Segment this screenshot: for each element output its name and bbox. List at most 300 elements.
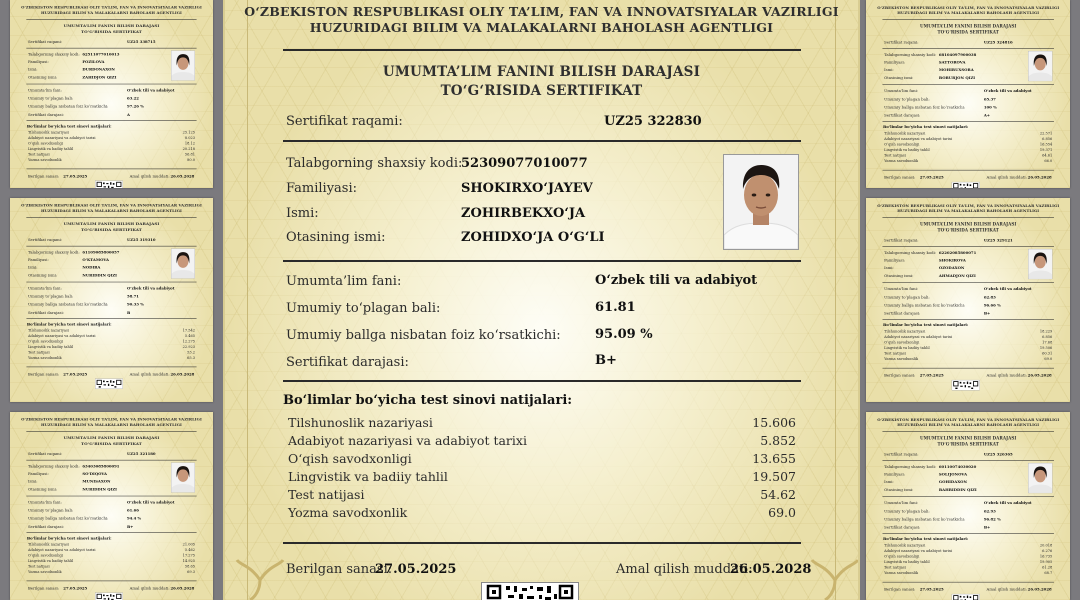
issued-date: 27.05.2025 [919,373,944,378]
score: 63.22 [126,96,139,101]
subject: O‘zbek tili va adabiyot [595,273,758,288]
patronymic-label: Otasining ismi: [27,75,58,80]
agency-line-2: HUZURIDAGI BILIM VA MALAKALARNI BAHOLASH AGENTLIGI [41,10,182,16]
score: 65.37 [983,96,996,102]
certificate-title-line-2: TO‘G‘RISIDA SERTIFIKAT [937,227,999,233]
score-label: Umumiy to‘plagan bali: [27,508,74,513]
section-value: 69.0 [768,505,796,520]
name-label: Ismi: [27,265,38,270]
person-portrait-icon [171,463,194,492]
surname: O‘KTAMOVA [82,257,109,263]
section-value: 5.852 [760,433,796,448]
name-label: Ismi: [286,206,319,221]
applicant-photo [1028,463,1052,493]
applicant-photo [1028,249,1052,279]
certificate-title-line-1: UMUMTA’LIM FANINI BILISH DARAJASI [920,221,1017,227]
certificate-title-line-1: UMUMTA’LIM FANINI BILISH DARAJASI [920,23,1017,29]
agency-line-1: O‘ZBEKISTON RESPUBLIKASI OLIY TA’LIM, FAN VA INNOVATSIYALAR VAZIRLIGI [877,417,1060,422]
cert-number: UZ25 326365 [983,452,1013,457]
section-label: Lingvistik va badiiy tahlil [884,147,930,153]
qr-code-icon [952,182,980,188]
patronymic-label: Otasining ismi: [884,273,914,279]
score: 58.71 [126,294,139,299]
propeller-ornament-icon [235,555,285,600]
agency-line-1: O‘ZBEKISTON RESPUBLIKASI OLIY TA’LIM, FAN VA INNOVATSIYALAR VAZIRLIGI [21,417,202,422]
percent: 94.4 % [126,516,142,521]
applicant-photo [171,463,195,493]
percent-label: Umumiy ballga nisbatan foiz ko‘rsatkichi: [884,105,966,110]
level: B+ [983,311,991,316]
percent: 90.33 % [126,302,144,307]
subject: O‘zbek tili va adabiyot [126,88,175,93]
section-value: 60.31 [1042,351,1053,356]
surname-label: Familiyasi: [884,60,906,65]
issued-date: 27.05.2025 [63,586,88,591]
certificate-title-line-2: TO‘G‘RISIDA SERTIFIKAT [81,29,142,35]
section-value: 54.62 [760,487,796,502]
section-value: 20.218 [182,146,195,151]
patronymic: BOBURJON QIZI [938,75,976,81]
section-label: Lingvistik va badiiy tahlil [27,558,74,563]
patronymic: BAHRIDDIN QIZI [938,487,977,493]
subject-label: Umumta’lim fani: [27,500,62,505]
certificate-thumbnail[interactable] [866,0,1070,188]
section-value: 58.65 [184,564,195,569]
valid-label: Amal qilish muddati: [129,174,170,179]
main-certificate [223,0,860,600]
section-value: 18.229 [1039,329,1053,334]
percent-label: Umumiy ballga nisbatan foiz ko‘rsatkichi: [27,302,109,307]
certificate-thumbnail[interactable] [10,198,213,402]
section-label: Yozma savodxonlik [27,569,62,574]
person-portrait-icon [171,51,194,80]
section-value: 20.018 [1039,543,1053,548]
section-label: Yozma savodxonlik [884,158,919,164]
percent: 100 % [983,105,997,110]
cert-number-label: Sertifikat raqami: [27,237,63,243]
applicant-photo [1028,51,1052,81]
name-label: Ismi: [884,67,894,73]
name-label: Ismi: [884,479,894,485]
section-value: 8.023 [184,136,195,141]
cert-number-label: Sertifikat raqami: [286,114,403,129]
section-value: 19.507 [752,469,796,484]
issued-date: 27.05.2025 [919,587,944,592]
percent-label: Umumiy ballga nisbatan foiz ko‘rsatkichi: [286,328,561,343]
section-label: O‘qish savodxonligi [884,554,920,559]
qr-code-icon [95,593,123,600]
valid-label: Amal qilish muddati: [129,586,170,591]
patronymic-label: Otasining ismi: [286,230,386,245]
agency-line-2: HUZURIDAGI BILIM VA MALAKALARNI BAHOLASH AGENTLIGI [309,20,774,35]
person-portrait-icon [1028,51,1052,81]
valid-label: Amal qilish muddati: [986,373,1027,378]
issued-date: 27.05.2025 [63,372,88,377]
person-portrait-icon [724,155,798,249]
issued-date: 27.05.2025 [375,562,457,577]
issued-label: Berilgan sanasi: [27,372,60,377]
cert-number-label: Sertifikat raqami: [884,238,919,243]
section-label: O‘qish savodxonligi [884,340,920,345]
surname: SO‘DIQOVA [82,471,108,477]
id-value: 62202085800071 [938,250,977,255]
header-rule [26,19,196,20]
certificate-title-line-2: TO‘G‘RISIDA SERTIFIKAT [440,83,643,99]
name-label: Ismi: [27,479,38,484]
name: OZODAXON [938,265,965,271]
section-label: Adabiyot nazariyasi va adabiyot tarixi [27,136,96,141]
agency-line-1: O‘ZBEKISTON RESPUBLIKASI OLIY TA’LIM, FAN VA INNOVATSIYALAR VAZIRLIGI [877,203,1060,208]
sections-title: Bo‘limlar bo‘yicha test sinovi natijalari: [882,124,969,130]
personal-info-rule [283,260,801,262]
applicant-photo [723,154,799,250]
person-portrait-icon [171,249,194,278]
agency-line-2: HUZURIDAGI BILIM VA MALAKALARNI BAHOLASH AGENTLIGI [897,10,1040,16]
subject-label: Umumta’lim fani: [884,286,919,292]
section-value: 12.275 [182,339,195,344]
section-label: Adabiyot nazariyasi va adabiyot tarixi [884,335,953,340]
valid-label: Amal qilish muddati: [986,587,1027,592]
patronymic-label: Otasining ismi: [27,273,58,278]
percent-label: Umumiy ballga nisbatan foiz ko‘rsatkichi: [27,104,109,109]
section-value: 13.655 [752,451,796,466]
section-label: Tilshunoslik nazariyasi [27,542,69,547]
section-label: O‘qish savodxonligi [27,553,63,558]
section-value: 15.606 [752,415,796,430]
section-value: 68.7 [1044,570,1053,576]
section-label: Yozma savodxonlik [288,505,408,520]
section-label: Test natijasi [27,564,50,569]
id-label: Talabgorning shaxsiy kodi: [884,464,937,469]
cert-number: UZ25 322830 [604,114,702,129]
subject: O‘zbek tili va adabiyot [983,500,1032,506]
section-label: Test natijasi [27,152,50,157]
score-label: Umumiy to‘plagan bali: [884,96,930,102]
valid-date: 26.05.2028 [170,586,195,591]
cert-number: UZ25 321180 [126,451,156,457]
header-rule [26,217,196,218]
cert-number-rule [283,140,801,142]
qr-code-icon [95,379,123,389]
id-label: Talabgorning shaxsiy kodi: [27,52,80,57]
section-value: 19.371 [1039,147,1053,153]
level-label: Sertifikat darajasi: [884,525,921,530]
level-label: Sertifikat darajasi: [27,310,64,315]
person-portrait-icon [1028,249,1052,279]
agency-line-1: O‘ZBEKISTON RESPUBLIKASI OLIY TA’LIM, FAN VA INNOVATSIYALAR VAZIRLIGI [21,203,202,208]
cert-number: UZ25 338715 [126,39,156,45]
valid-date: 26.05.2028 [170,372,195,377]
agency-line-1: O‘ZBEKISTON RESPUBLIKASI OLIY TA’LIM, FAN VA INNOVATSIYALAR VAZIRLIGI [244,4,839,19]
section-label: Yozma savodxonlik [27,157,62,162]
applicant-photo [171,51,195,81]
section-value: 69.0 [1044,356,1053,362]
section-label: Tilshunoslik nazariyasi [884,329,926,334]
cert-number: UZ25 324816 [983,40,1013,45]
section-value: 56.81 [184,152,195,157]
footer-rule [283,542,801,544]
agency-line-1: O‘ZBEKISTON RESPUBLIKASI OLIY TA’LIM, FAN VA INNOVATSIYALAR VAZIRLIGI [877,5,1060,10]
agency-line-2: HUZURIDAGI BILIM VA MALAKALARNI BAHOLASH AGENTLIGI [897,208,1040,214]
score: 61.66 [126,508,139,513]
percent-label: Umumiy ballga nisbatan foiz ko‘rsatkichi: [884,517,966,522]
section-label: Lingvistik va badiiy tahlil [884,345,930,351]
section-value: 64.61 [1042,153,1053,158]
agency-line-2: HUZURIDAGI BILIM VA MALAKALARNI BAHOLASH AGENTLIGI [41,422,182,428]
header-rule [882,19,1054,20]
patronymic: ZAHIDJON QIZI [82,75,117,80]
cert-number-label: Sertifikat raqami: [27,451,63,457]
percent-label: Umumiy ballga nisbatan foiz ko‘rsatkichi: [884,303,966,308]
level: B+ [595,353,617,368]
qr-code-icon [95,181,123,188]
agency-line-1: O‘ZBEKISTON RESPUBLIKASI OLIY TA’LIM, FAN VA INNOVATSIYALAR VAZIRLIGI [21,5,202,10]
score-label: Umumiy to‘plagan bali: [884,294,930,300]
issued-date: 27.05.2025 [63,174,88,179]
level-label: Sertifikat darajasi: [884,113,921,118]
surname-label: Familiyasi: [286,181,357,196]
certificate-thumbnail[interactable] [10,412,213,600]
qr-code-icon[interactable] [481,582,579,600]
section-value: 65.3 [187,355,195,360]
section-label: Adabiyot nazariyasi va adabiyot tarixi [288,433,527,448]
percent: 96.66 % [983,303,1001,308]
subject-label: Umumta’lim fani: [27,88,62,93]
results-rule [283,380,801,382]
agency-line-2: HUZURIDAGI BILIM VA MALAKALARNI BAHOLASH AGENTLIGI [897,422,1040,428]
patronymic: NURIDDIN QIZI [82,487,117,492]
subject-label: Umumta’lim fani: [27,286,62,291]
section-label: Adabiyot nazariyasi va adabiyot tarixi [27,334,96,339]
cert-number: UZ25 319310 [126,237,156,243]
section-label: Adabiyot nazariyasi va adabiyot tarixi [884,137,953,142]
issued-label: Berilgan sanasi: [286,562,393,577]
section-label: Tilshunoslik nazariyasi [884,131,926,136]
score-label: Umumiy to‘plagan bali: [884,508,930,514]
section-label: Adabiyot nazariyasi va adabiyot tarixi [27,548,96,553]
issued-label: Berilgan sanasi: [884,175,916,180]
section-label: Test natijasi [27,350,50,355]
id-label: Talabgorning shaxsiy kodi: [27,464,80,469]
sections-title: Bo‘limlar bo‘yicha test sinovi natijalari: [882,536,969,542]
section-value: 5.462 [184,548,195,553]
id-label: Talabgorning shaxsiy kodi: [884,52,937,57]
sections-title: Bo‘limlar bo‘yicha test sinovi natijalari: [26,124,112,129]
header-rule [882,217,1054,218]
certificate-thumbnail[interactable] [866,198,1070,402]
section-value: 17.68 [1042,340,1053,345]
subject-label: Umumta’lim fani: [884,500,919,506]
surname: SHOKIROVA [938,258,966,263]
patronymic: AHMADJON QIZI [938,273,976,279]
sections-title: Bo‘limlar bo‘yicha test sinovi natijalari: [26,536,112,541]
valid-date: 26.05.2028 [1027,175,1052,180]
section-label: Test natijasi [884,351,906,356]
cert-number-label: Sertifikat raqami: [27,39,63,45]
percent: 95.09 % [595,327,653,342]
name-label: Ismi: [27,67,38,72]
valid-label: Amal qilish muddati: [986,175,1027,180]
certificate-title-line-2: TO‘G‘RISIDA SERTIFIKAT [937,441,999,447]
level-label: Sertifikat darajasi: [286,355,409,370]
id-value: 62511077010013 [82,52,120,57]
certificate-title-line-1: UMUMTA’LIM FANINI BILISH DARAJASI [382,64,701,80]
section-label: O‘qish savodxonligi [288,451,412,466]
id-label: Talabgorning shaxsiy kodi: [286,156,463,171]
valid-label: Amal qilish muddati: [616,562,753,577]
section-label: Lingvistik va badiiy tahlil [27,344,74,349]
issued-date: 27.05.2025 [919,175,944,180]
level: A [126,112,130,117]
id-value: 61109085800057 [82,250,120,255]
section-label: O‘qish savodxonligi [27,141,63,146]
score: 62.93 [983,508,996,514]
certificate-title-line-2: TO‘G‘RISIDA SERTIFIKAT [81,227,142,233]
section-value: 69.3 [187,569,195,574]
patronymic-label: Otasining ismi: [884,487,914,493]
section-value: 18.12 [184,141,195,146]
subject: O‘zbek tili va adabiyot [983,88,1032,94]
name-label: Ismi: [884,265,894,271]
level: A+ [983,113,991,118]
section-label: Tilshunoslik nazariyasi [884,543,926,548]
section-label: Test natijasi [884,153,906,158]
surname: SATTOROVA [938,60,966,65]
surname-label: Familiyasi: [27,59,49,65]
section-label: Test natijasi [884,565,906,570]
issued-label: Berilgan sanasi: [27,174,60,179]
score: 62.83 [983,294,996,300]
sections-title: Bo‘limlar bo‘yicha test sinovi natijalari: [283,393,573,408]
name: ZOHIRBEKXO‘JA [461,206,586,221]
valid-date: 26.05.2028 [1027,587,1052,592]
level-label: Sertifikat darajasi: [884,311,921,316]
surname: FOZILOVA [82,59,105,65]
issued-label: Berilgan sanasi: [884,373,916,378]
id-label: Talabgorning shaxsiy kodi: [27,250,80,255]
subject: O‘zbek tili va adabiyot [126,500,175,505]
score-label: Umumiy to‘plagan bali: [27,294,74,299]
name: DURDONAXON [82,67,115,72]
level: B+ [983,525,991,530]
section-value: 14.925 [182,558,195,563]
score-label: Umumiy to‘plagan bali: [27,96,74,101]
section-value: 80.0 [187,157,195,162]
section-value: 22.571 [1039,131,1053,136]
section-value: 19.905 [1039,559,1053,565]
percent: 96.82 % [983,517,1001,522]
section-label: Test natijasi [288,487,365,502]
agency-line-2: HUZURIDAGI BILIM VA MALAKALARNI BAHOLASH AGENTLIGI [41,208,182,214]
issued-label: Berilgan sanasi: [884,587,916,592]
certificate-title-line-2: TO‘G‘RISIDA SERTIFIKAT [937,29,999,35]
score: 61.81 [595,300,636,315]
qr-code-icon [952,594,980,600]
header-rule [26,431,196,432]
id-value: 60110074030020 [938,464,977,469]
section-value: 17.542 [182,328,195,333]
valid-date: 26.05.2028 [1027,373,1052,378]
section-value: 6.856 [1042,137,1053,142]
section-label: Lingvistik va badiiy tahlil [884,559,930,565]
surname-label: Familiyasi: [27,471,49,477]
surname-label: Familiyasi: [27,257,49,263]
section-value: 6.276 [1042,549,1053,554]
certificate-title-line-2: TO‘G‘RISIDA SERTIFIKAT [81,441,142,447]
section-label: Yozma savodxonlik [27,355,62,360]
name: MUNISAXON [82,479,111,484]
section-value: 6.856 [1042,335,1053,340]
certificate-thumbnail[interactable] [866,412,1070,600]
section-label: Yozma savodxonlik [884,570,919,576]
subject: O‘zbek tili va adabiyot [983,286,1032,292]
valid-date: 26.05.2028 [170,174,195,179]
patronymic-label: Otasining ismi: [27,487,58,492]
level-label: Sertifikat darajasi: [27,112,64,117]
sections-title: Bo‘limlar bo‘yicha test sinovi natijalari: [882,322,969,328]
section-label: Tilshunoslik nazariyasi [288,415,433,430]
issued-label: Berilgan sanasi: [27,586,60,591]
section-value: 21.005 [182,542,195,547]
section-value: 16.735 [1039,554,1053,559]
certificate-title-line-1: UMUMTA’LIM FANINI BILISH DARAJASI [920,435,1017,441]
section-label: Lingvistik va badiiy tahlil [288,469,448,484]
certificate-thumbnail[interactable] [10,0,213,188]
certificate-title-line-1: UMUMTA’LIM FANINI BILISH DARAJASI [63,435,160,441]
id-label: Talabgorning shaxsiy kodi: [884,250,937,255]
id-value: 68104097900038 [938,52,977,57]
percent-label: Umumiy ballga nisbatan foiz ko‘rsatkichi: [27,516,109,521]
section-value: 66.0 [1044,158,1053,164]
section-label: O‘qish savodxonligi [27,339,63,344]
section-value: 22.923 [182,344,195,349]
subject-label: Umumta’lim fani: [884,88,919,94]
section-value: 53.2 [187,350,195,355]
surname: SOLIJONOVA [938,472,968,477]
propeller-ornament-icon [810,555,860,600]
section-label: Lingvistik va badiiy tahlil [27,146,74,151]
certificate-title-line-1: UMUMTA’LIM FANINI BILISH DARAJASI [63,221,160,227]
header-rule [882,431,1054,432]
section-label: Tilshunoslik nazariyasi [27,328,69,333]
section-value: 19.506 [1039,345,1053,351]
valid-label: Amal qilish muddati: [129,372,170,377]
section-value: 16.554 [1039,142,1053,147]
score-label: Umumiy to‘plagan bali: [286,301,441,316]
level-label: Sertifikat darajasi: [27,524,64,529]
section-label: O‘qish savodxonligi [884,142,920,147]
section-value: 25.125 [182,130,195,135]
sections-title: Bo‘limlar bo‘yicha test sinovi natijalari: [26,322,112,327]
level: B [126,310,131,315]
cert-number-label: Sertifikat raqami: [884,452,919,457]
id-value: 52309077010077 [461,156,588,171]
name: NODIRA [82,265,101,270]
surname: SHOKIRXO‘JAYEV [461,181,593,196]
cert-number-label: Sertifikat raqami: [884,40,919,45]
section-value: 5.465 [184,334,195,339]
name: GOHIDAXON [938,479,967,485]
patronymic: NURIDDIN QIZI [82,273,117,278]
subject: O‘zbek tili va adabiyot [126,286,175,291]
surname-label: Familiyasi: [884,258,906,263]
person-portrait-icon [1028,463,1052,493]
patronymic-label: Otasining ismi: [884,75,914,81]
patronymic: ZOHIDXO‘JA O‘G‘LI [461,230,605,245]
level: B+ [126,524,134,529]
applicant-photo [171,249,195,279]
header-rule [283,49,801,51]
